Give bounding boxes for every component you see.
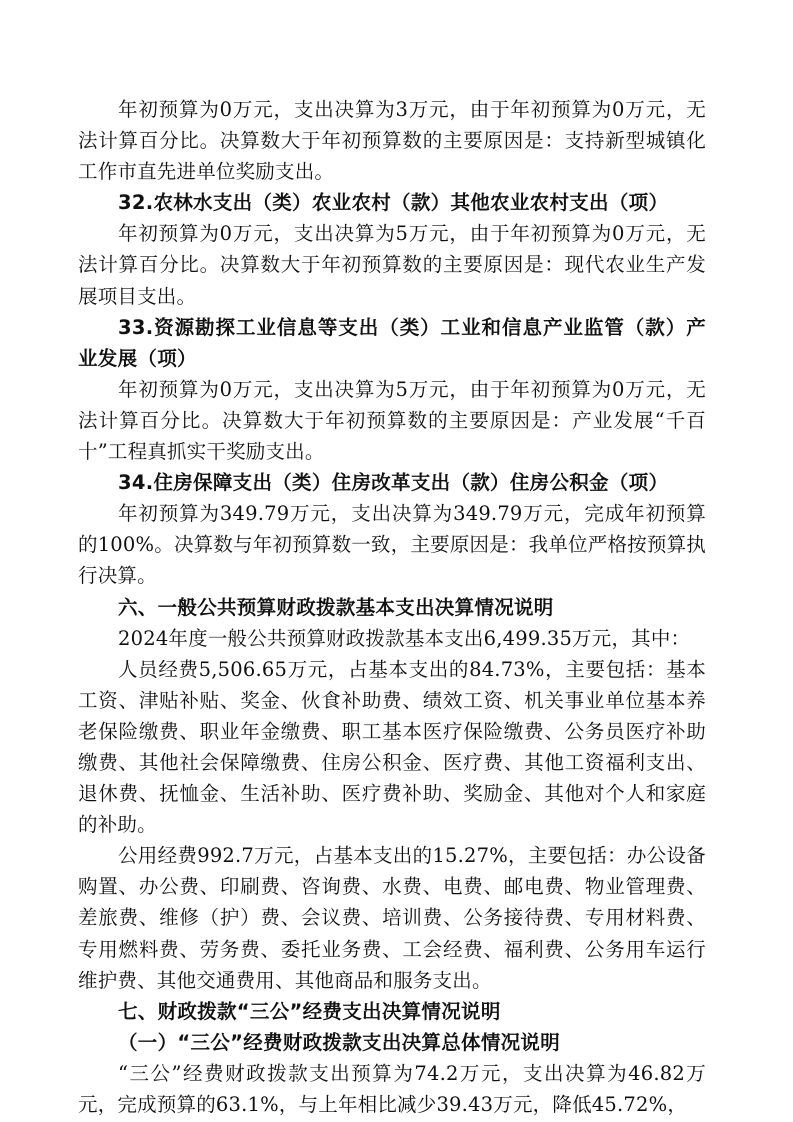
section-heading-seven: 七、财政拨款“三公”经费支出决算情况说明 xyxy=(118,999,501,1023)
paragraph-basic-expenditure-total: 2024年度一般公共预算财政拨款基本支出6,499.35万元，其中： xyxy=(118,626,691,650)
section-heading-item-34: 34.住房保障支出（类）住房改革支出（款）住房公积金（项） xyxy=(118,471,669,495)
section-heading-item-32: 32.农林水支出（类）农业农村（款）其他农业农村支出（项） xyxy=(118,191,669,215)
paragraph-personnel-expenses: 人员经费5,506.65万元，占基本支出的84.73%，主要包括：基本工资、津贴补贴、奖金、伙食补助费、绩效工资、机关事业单位基本养老保险缴费、职业年金缴费、职工基本医疗保险缴费、公务员医疗补助缴费、其他社会保障缴费、住房公积金、医疗费、其他工资福利支出、退休费、抚恤金、生活补助、医疗费补助、奖励金、其他对个人和家庭的补助。 xyxy=(78,657,706,837)
document-body xyxy=(78,94,706,1120)
section-heading-item-33: 33.资源勘探工业信息等支出（类）工业和信息产业监管（款）产业发展（项） xyxy=(78,315,706,370)
paragraph-item-34-text: 年初预算为349.79万元，支出决算为349.79万元，完成年初预算的100%。决算数与年初预算数一致，主要原因是：我单位严格按预算执行决算。 xyxy=(78,502,706,588)
paragraph-public-expenses: 公用经费992.7万元，占基本支出的15.27%，主要包括：办公设备购置、办公费、印刷费、咨询费、水费、电费、邮电费、物业管理费、差旅费、维修（护）费、会议费、培训费、公务接待费、专用材料费、专用燃料费、劳务费、委托业务费、工会经费、福利费、公务用车运行维护费、其他交通费用、其他商品和服务支出。 xyxy=(78,844,706,992)
subsection-heading-one: （一）“三公”经费财政拨款支出决算总体情况说明 xyxy=(118,1030,561,1054)
paragraph-item-33-text: 年初预算为0万元，支出决算为5万元，由于年初预算为0万元，无法计算百分比。决算数大于年初预算数的主要原因是：产业发展“千百十”工程真抓实干奖励支出。 xyxy=(78,377,706,464)
paragraph-item-32-text: 年初预算为0万元，支出决算为5万元，由于年初预算为0万元，无法计算百分比。决算数大于年初预算数的主要原因是：现代农业生产发展项目支出。 xyxy=(78,222,706,308)
section-heading-six: 六、一般公共预算财政拨款基本支出决算情况说明 xyxy=(118,595,554,619)
paragraph-item-31-text: 年初预算为0万元，支出决算为3万元，由于年初预算为0万元，无法计算百分比。决算数大于年初预算数的主要原因是：支持新型城镇化工作市直先进单位奖励支出。 xyxy=(78,98,706,184)
paragraph-three-public-expenses: “三公”经费财政拨款支出预算为74.2万元，支出决算为46.82万元，完成预算的63.1%，与上年相比减少39.43万元，降低45.72%， xyxy=(78,1061,706,1116)
